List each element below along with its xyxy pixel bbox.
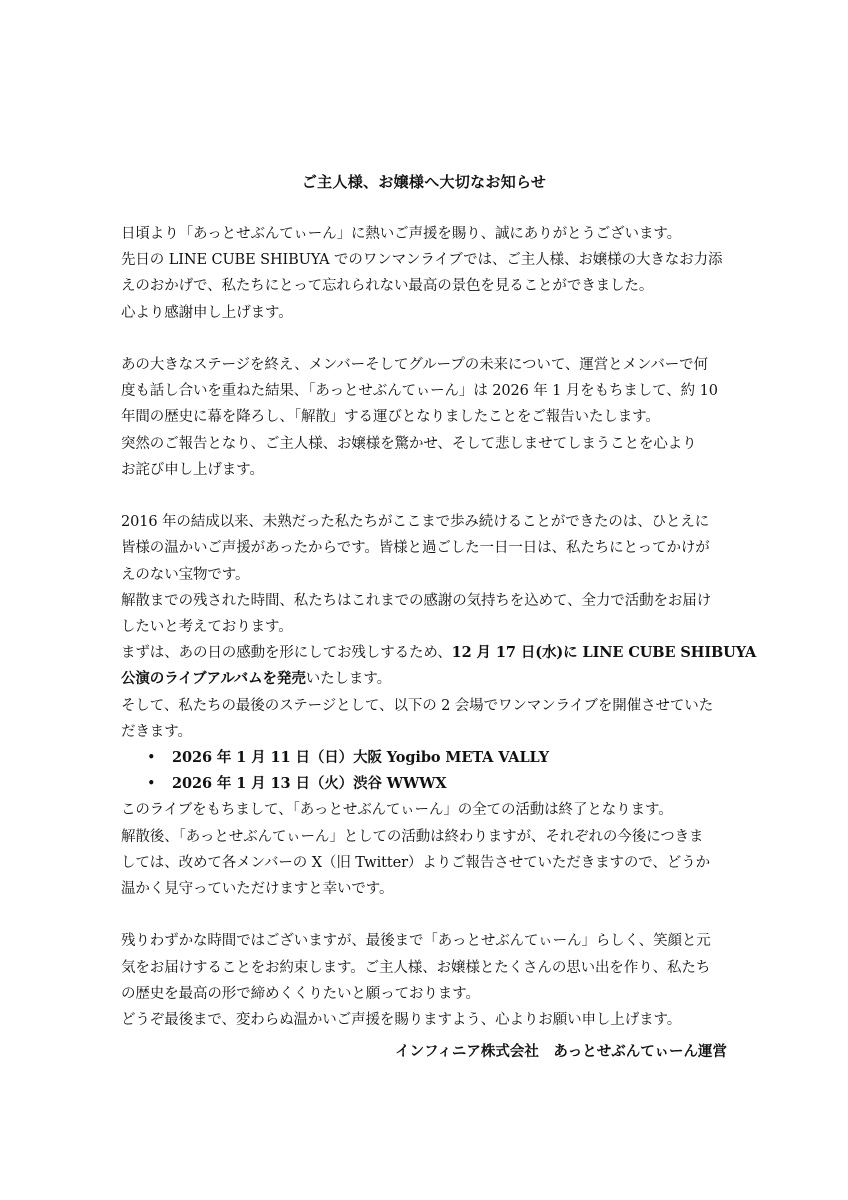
document-title: ご主人様、お嬢様へ大切なお知らせ xyxy=(301,173,547,191)
text-line: 気をお届けすることをお約束します。ご主人様、お嬢様とたくさんの思い出を作り、私たち xyxy=(121,959,711,976)
text-line: 皆様の温かいご声援があったからです。皆様と過ごした一日一日は、私たちにとってかけが xyxy=(121,540,710,557)
album-announcement-line-1 xyxy=(121,640,757,666)
album-text-suffix: いたします。 xyxy=(305,671,391,688)
text-line: 日頃より「あっとせぶんてぃーん」に熱いご声援を賜り、誠にありがとうございます。 xyxy=(121,226,682,242)
text-line: そして、私たちの最後のステージとして、以下の 2 会場でワンマンライブを開催させていた xyxy=(121,697,714,714)
signature-company: インフィニア株式会社 あっとせぶんてぃーん運営 xyxy=(395,1043,727,1060)
live-event-list xyxy=(121,745,733,797)
text-line: えのおかげで、私たちにとって忘れられない最高の景色を見ることができました。 xyxy=(121,278,654,295)
text-line: 解散後、「あっとせぶんてぃーん」としての活動は終わりますが、それぞれの今後につきま xyxy=(121,828,704,845)
bullet-icon: • xyxy=(147,776,156,793)
text-line: しては、改めて各メンバーの X（旧 Twitter）よりご報告させていただきますので、どうか xyxy=(121,854,711,871)
album-release-date: 12 月 17 日(水)に LINE CUBE SHIBUYA xyxy=(451,644,757,662)
text-line: えのない宝物です。 xyxy=(121,566,250,583)
text-line: 解散までの残された時間、私たちはこれまでの感謝の気持ちを込めて、全力で活動をお届け xyxy=(121,592,712,609)
album-release-title: 公演のライブアルバムを発売 xyxy=(121,670,306,688)
text-line: だきます。 xyxy=(121,723,192,740)
text-line: 年間の歴史に幕を降ろし、「解散」する運びとなりましたことをご報告いたします。 xyxy=(121,409,660,426)
live-event-item xyxy=(121,745,733,771)
text-line: 心より感謝申し上げます。 xyxy=(121,304,293,321)
text-line: 先日の LINE CUBE SHIBUYA でのワンマンライブでは、ご主人様、お嬢様の大きなお力添 xyxy=(121,252,723,269)
album-announcement-line-2 xyxy=(121,666,733,692)
text-line: 度も話し合いを重ねた結果、「あっとせぶんてぃーん」は 2026 年 1 月をもちまして、約 10 xyxy=(121,383,718,400)
live-event-item xyxy=(121,771,733,797)
text-line: どうぞ最後まで、変わらぬ温かいご声援を賜りますよう、心よりお願い申し上げます。 xyxy=(121,1012,682,1029)
text-line: 残りわずかな時間ではございますが、最後まで「あっとせぶんてぃーん」らしく、笑顔と元 xyxy=(121,933,711,950)
paragraph-final-activities xyxy=(121,509,757,902)
document-body xyxy=(121,221,757,1059)
live-event-text: 2026 年 1 月 11 日（日）大阪 Yogibo META VALLY xyxy=(172,749,549,767)
text-line: あの大きなステージを終え、メンバーそしてグループの未来について、運営とメンバーで何 xyxy=(121,357,708,373)
text-line: 2016 年の結成以来、未熟だった私たちがここまで歩み続けることができたのは、ひとえに xyxy=(121,514,710,531)
text-line: の歴史を最高の形で締めくくりたいと願っております。 xyxy=(121,985,480,1002)
text-line: したいと考えております。 xyxy=(121,619,293,636)
paragraph-disband-announcement xyxy=(121,352,733,483)
text-line: 突然のご報告となり、ご主人様、お嬢様を驚かせ、そして悲しませてしまうことを心より xyxy=(121,435,697,452)
bullet-icon: • xyxy=(147,750,156,767)
album-text-prefix: まずは、あの日の感動を形にしてお残しするため、 xyxy=(121,645,452,662)
text-line: お詫び申し上げます。 xyxy=(121,461,264,478)
paragraph-closing xyxy=(121,928,733,1033)
text-line: このライブをもちまして、「あっとせぶんてぃーん」の全ての活動は終了となります。 xyxy=(121,802,673,819)
paragraph-gratitude xyxy=(121,221,733,326)
text-line: 温かく見守っていただけますと幸いです。 xyxy=(121,881,394,898)
live-event-text: 2026 年 1 月 13 日（火）渋谷 WWWX xyxy=(172,775,447,793)
